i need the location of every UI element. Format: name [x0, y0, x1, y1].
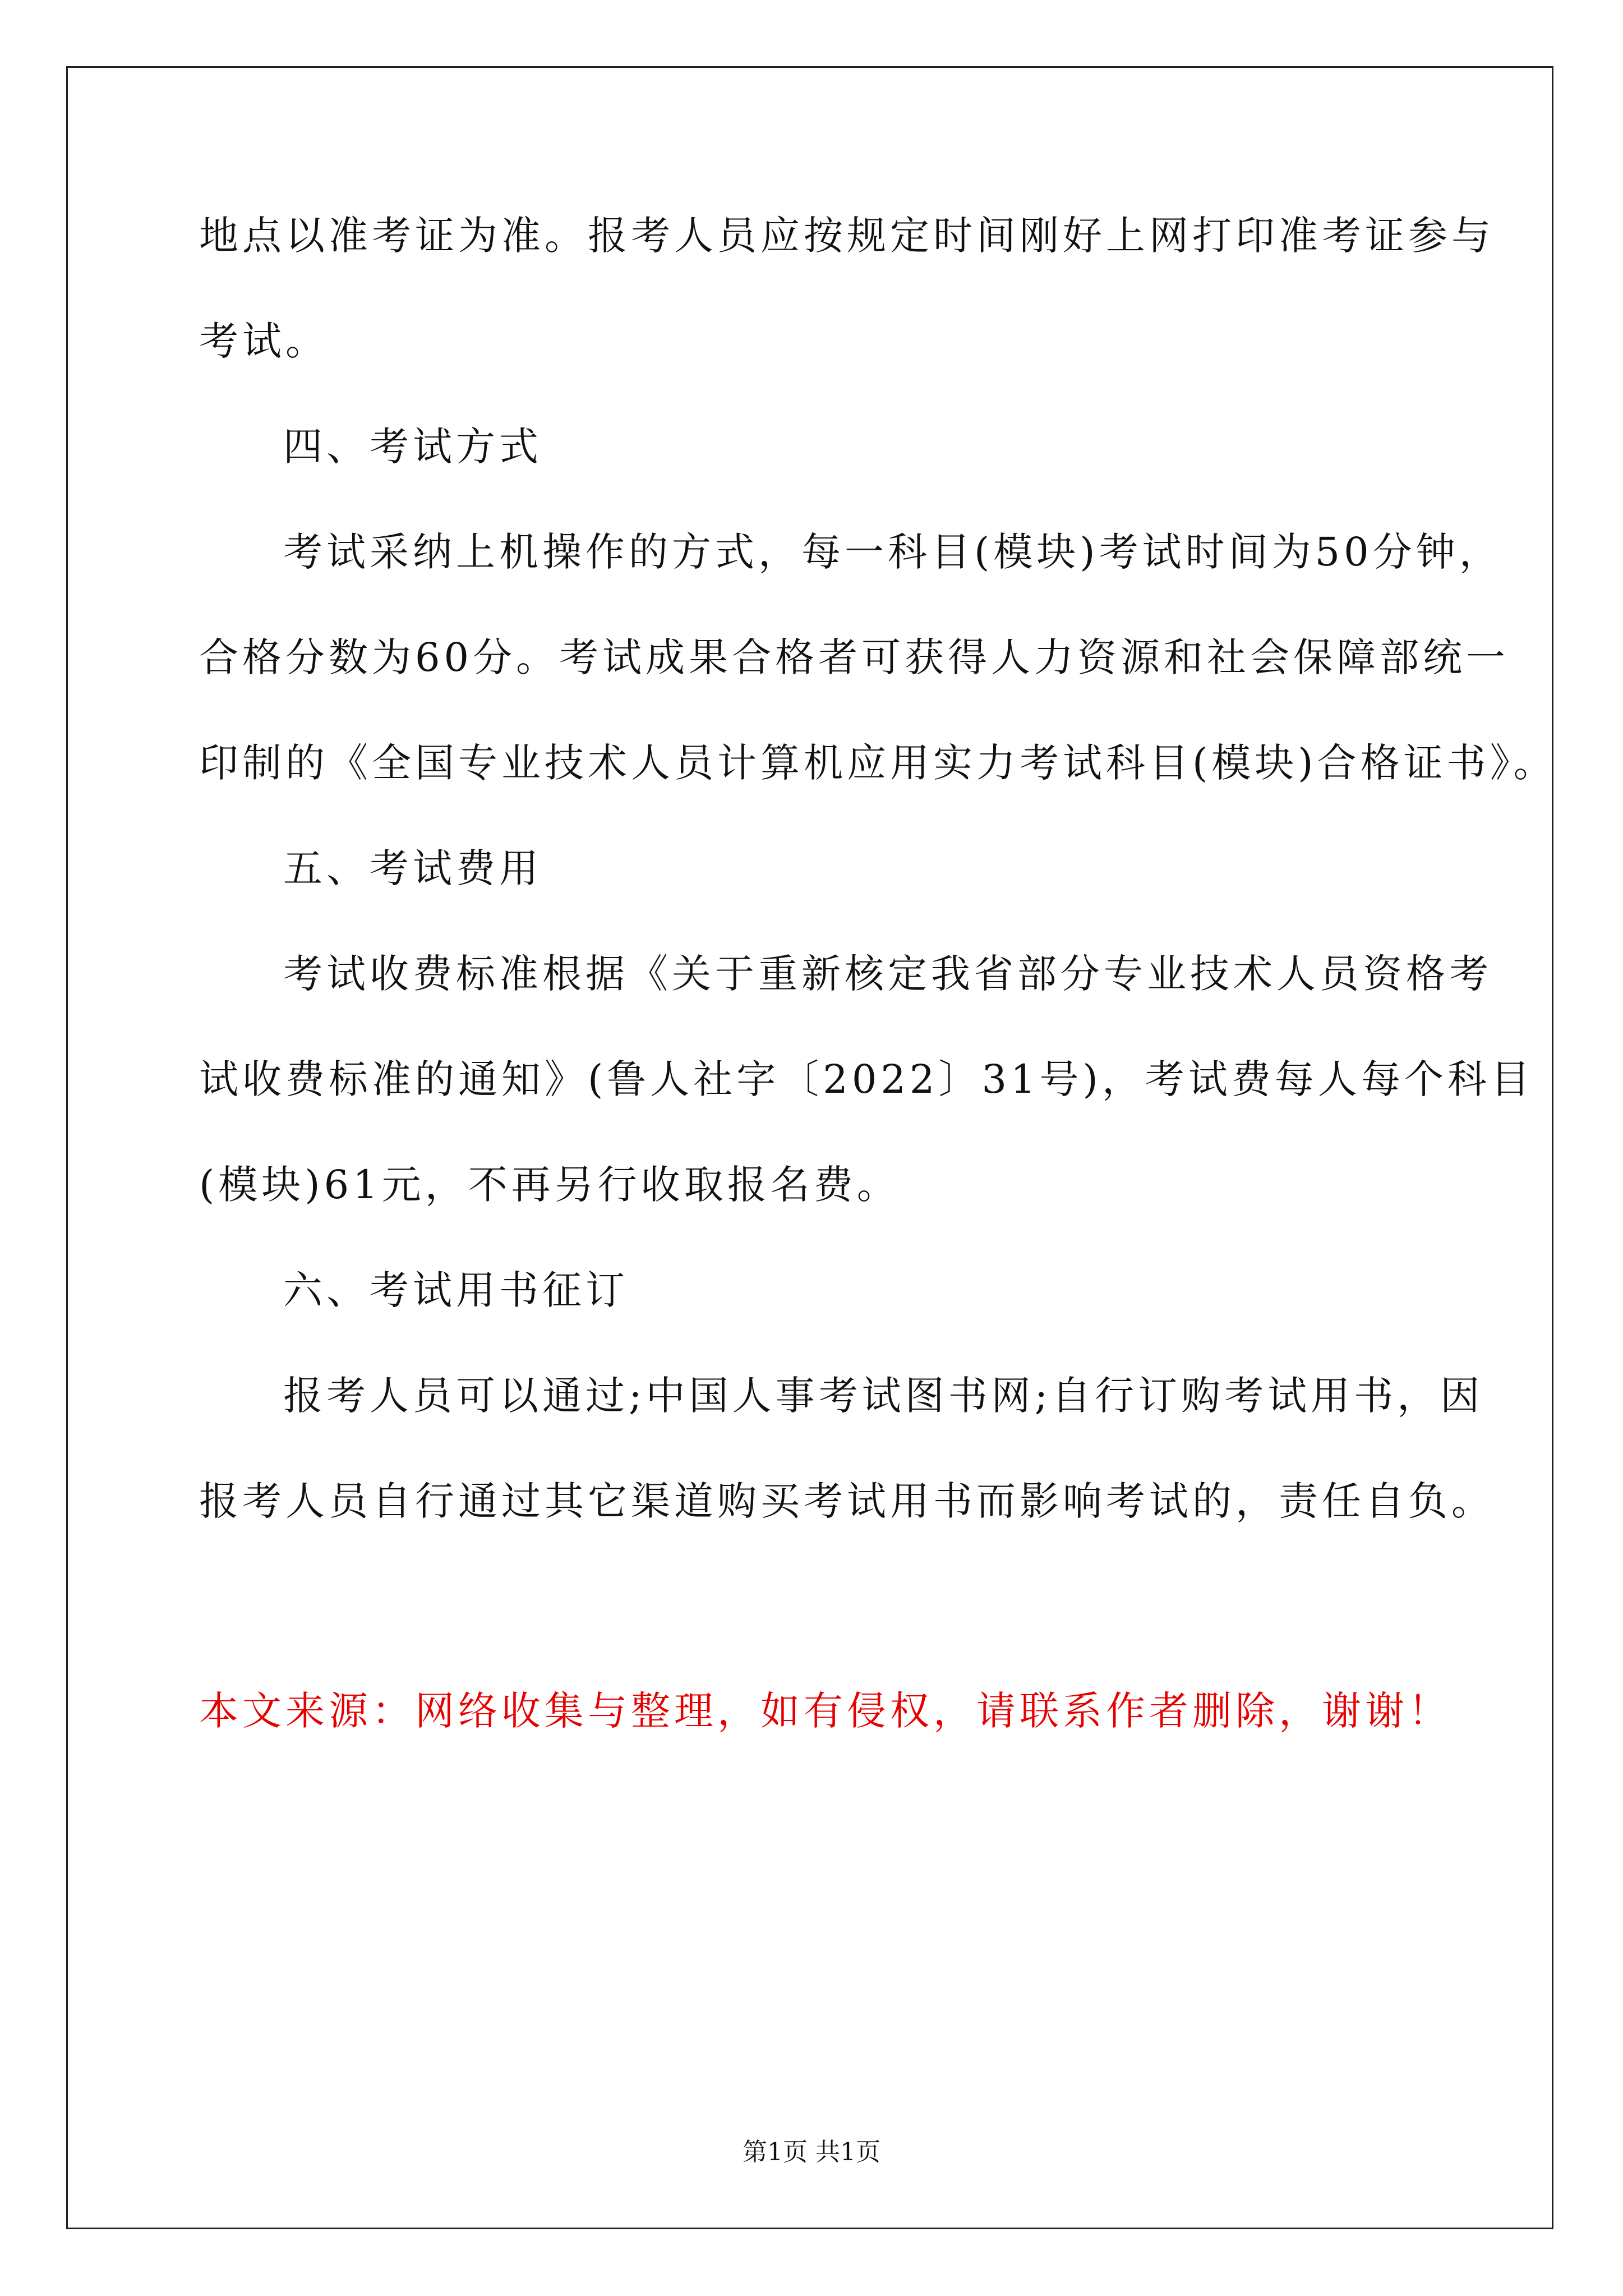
section-heading-exam-method: 四、考试方式 [283, 424, 542, 470]
page-border [66, 66, 1553, 2229]
section-heading-exam-fee: 五、考试费用 [283, 845, 542, 891]
paragraph-line: 合格分数为60分。考试成果合格者可获得人力资源和社会保障部统一 [199, 634, 1510, 680]
source-notice: 本文来源：网络收集与整理，如有侵权，请联系作者删除，谢谢！ [199, 1688, 1451, 1734]
paragraph-line: 试收费标准的通知》(鲁人社字〔2022〕31号)，考试费每人每个科目 [199, 1056, 1534, 1102]
paragraph-line: 报考人员可以通过;中国人事考试图书网;自行订购考试用书，因 [283, 1373, 1484, 1419]
page-footer: 第1页 共1页 [743, 2138, 880, 2166]
section-heading-exam-books: 六、考试用书征订 [283, 1267, 629, 1313]
paragraph-line: (模块)61元，不再另行收取报名费。 [199, 1162, 900, 1208]
paragraph-line: 地点以准考证为准。报考人员应按规定时间刚好上网打印准考证参与 [199, 213, 1495, 259]
paragraph-line: 考试采纳上机操作的方式，每一科目(模块)考试时间为50分钟， [283, 529, 1502, 575]
paragraph-line: 考试。 [199, 318, 329, 364]
paragraph-line: 考试收费标准根据《关于重新核定我省部分专业技术人员资格考 [283, 951, 1492, 997]
paragraph-line: 印制的《全国专业技术人员计算机应用实力考试科目(模块)合格证书》。 [199, 740, 1557, 786]
paragraph-line: 报考人员自行通过其它渠道购买考试用书而影响考试的，责任自负。 [199, 1478, 1495, 1524]
